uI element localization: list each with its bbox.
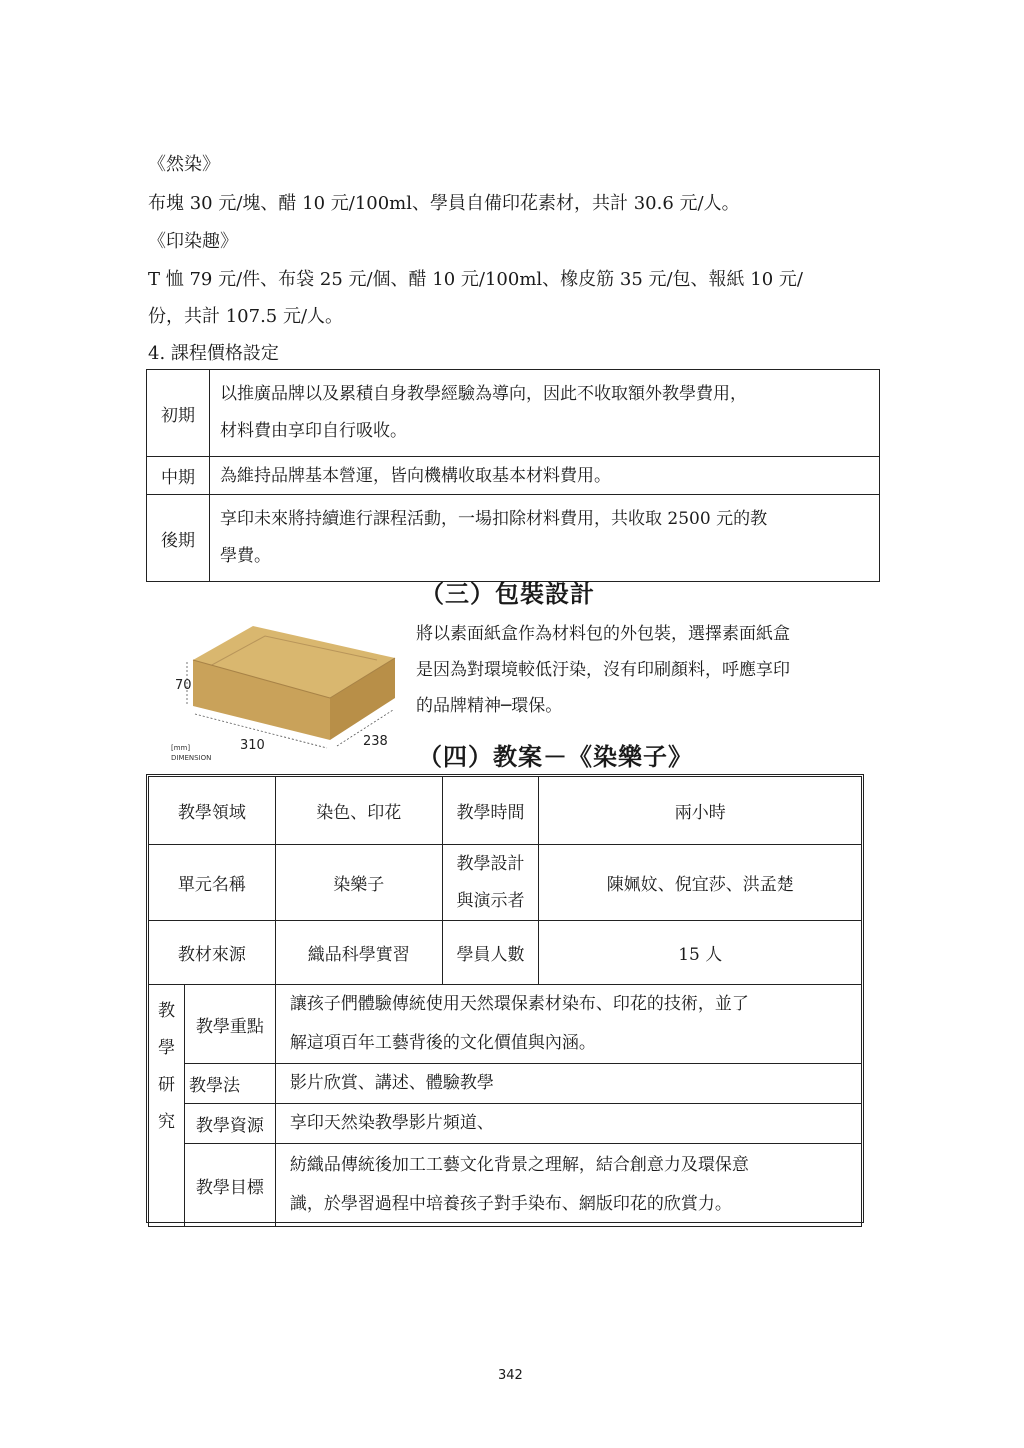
- packaging-text-line-2: 是因為對環境較低汙染，沒有印刷顏料，呼應享印: [416, 660, 790, 680]
- cell-method-label: 教學法: [184, 1064, 275, 1104]
- cell-time-label: 教學時間: [442, 777, 539, 845]
- cell-method-value: 影片欣賞、講述、體驗教學: [275, 1064, 861, 1104]
- pricing-row-mid: [147, 457, 880, 495]
- stage-description-line: 學費。: [220, 546, 271, 566]
- pricing-table: [146, 369, 880, 582]
- research-label-char: 教: [157, 1001, 175, 1021]
- pricing-heading: 4. 課程價格設定: [148, 343, 279, 364]
- lesson-row-focus: [149, 985, 862, 1064]
- page-number: 342: [498, 1368, 523, 1383]
- box-dimension-label: DIMENSION: [171, 754, 212, 762]
- cell-source-label: 教材來源: [149, 921, 276, 985]
- yinran-title: 《印染趣》: [148, 231, 238, 252]
- stage-label: 中期: [147, 457, 210, 495]
- box-height-label: 70: [175, 678, 192, 693]
- research-label-char: 學: [157, 1038, 175, 1058]
- stage-description: [210, 495, 880, 582]
- lesson-title: （四）教案－《染樂子》: [418, 742, 693, 771]
- designer-label-line: 與演示者: [456, 890, 525, 911]
- packaging-text-line-3: 的品牌精神─環保。: [416, 696, 563, 716]
- pricing-row-early: [147, 370, 880, 457]
- lesson-row-goal: [149, 1144, 862, 1227]
- box-depth-label: 238: [363, 734, 388, 749]
- designer-label-line: 教學設計: [456, 853, 525, 874]
- lesson-row-unit: [149, 845, 862, 921]
- focus-line: 解這項百年工藝背後的文化價值與內涵。: [289, 1033, 596, 1053]
- cell-students-label: 學員人數: [442, 921, 539, 985]
- cell-goal-label: 教學目標: [184, 1144, 275, 1227]
- box-diagram: [165, 618, 397, 768]
- cell-time-value: 兩小時: [539, 777, 862, 845]
- lesson-row-source: [149, 921, 862, 985]
- box-width-label: 310: [240, 738, 265, 753]
- cell-resource-label: 教學資源: [184, 1104, 275, 1144]
- cell-unit-value: 染樂子: [275, 845, 442, 921]
- cell-focus-value: [275, 985, 861, 1064]
- cell-goal-value: [275, 1144, 861, 1227]
- lesson-plan-table: [148, 776, 862, 1227]
- research-label-char: 研: [157, 1075, 175, 1095]
- stage-label: 後期: [147, 495, 210, 582]
- yinran-cost-line-2: 份，共計 107.5 元/人。: [148, 306, 344, 327]
- cell-focus-label: 教學重點: [184, 985, 275, 1064]
- stage-label: 初期: [147, 370, 210, 457]
- stage-description: 為維持品牌基本營運，皆向機構收取基本材料費用。: [210, 457, 880, 495]
- packaging-title: （三）包裝設計: [420, 579, 595, 608]
- box-unit-label: [mm]: [171, 744, 191, 752]
- packaging-text-line-1: 將以素面紙盒作為材料包的外包裝，選擇素面紙盒: [416, 624, 790, 644]
- research-label-char: 究: [157, 1112, 175, 1132]
- research-vertical-label: [149, 985, 185, 1227]
- focus-line: 讓孩子們體驗傳統使用天然環保素材染布、印花的技術，並了: [289, 994, 749, 1014]
- lesson-row-method: [149, 1064, 862, 1104]
- cell-students-value: 15 人: [539, 921, 862, 985]
- ranse-cost: 布塊 30 元/塊、醋 10 元/100ml、學員自備印花素材，共計 30.6 元/人。: [148, 193, 740, 214]
- cell-unit-label: 單元名稱: [149, 845, 276, 921]
- cell-resource-value: 享印天然染教學影片頻道、: [275, 1104, 861, 1144]
- stage-description-line: 以推廣品牌以及累積自身教學經驗為導向，因此不收取額外教學費用，: [220, 384, 747, 404]
- cell-designer-label: [442, 845, 539, 921]
- stage-description-line: 材料費由享印自行吸收。: [220, 421, 407, 441]
- stage-description-line: 享印未來將持續進行課程活動，一場扣除材料費用，共收取 2500 元的教: [220, 509, 768, 529]
- goal-line: 紡織品傳統後加工工藝文化背景之理解，結合創意力及環保意: [289, 1155, 749, 1175]
- lesson-row-resource: [149, 1104, 862, 1144]
- cell-designer-value: 陳姵妏、倪宜莎、洪孟楚: [539, 845, 862, 921]
- cell-source-value: 織品科學實習: [275, 921, 442, 985]
- ranse-title: 《然染》: [148, 154, 220, 175]
- lesson-row-field: [149, 777, 862, 845]
- cell-field-value: 染色、印花: [275, 777, 442, 845]
- pricing-row-late: [147, 495, 880, 582]
- cell-field-label: 教學領域: [149, 777, 276, 845]
- yinran-cost-line-1: T 恤 79 元/件、布袋 25 元/個、醋 10 元/100ml、橡皮筋 35 元/包、報紙 10 元/: [148, 269, 803, 290]
- goal-line: 識，於學習過程中培養孩子對手染布、網版印花的欣賞力。: [289, 1194, 732, 1214]
- stage-description: [210, 370, 880, 457]
